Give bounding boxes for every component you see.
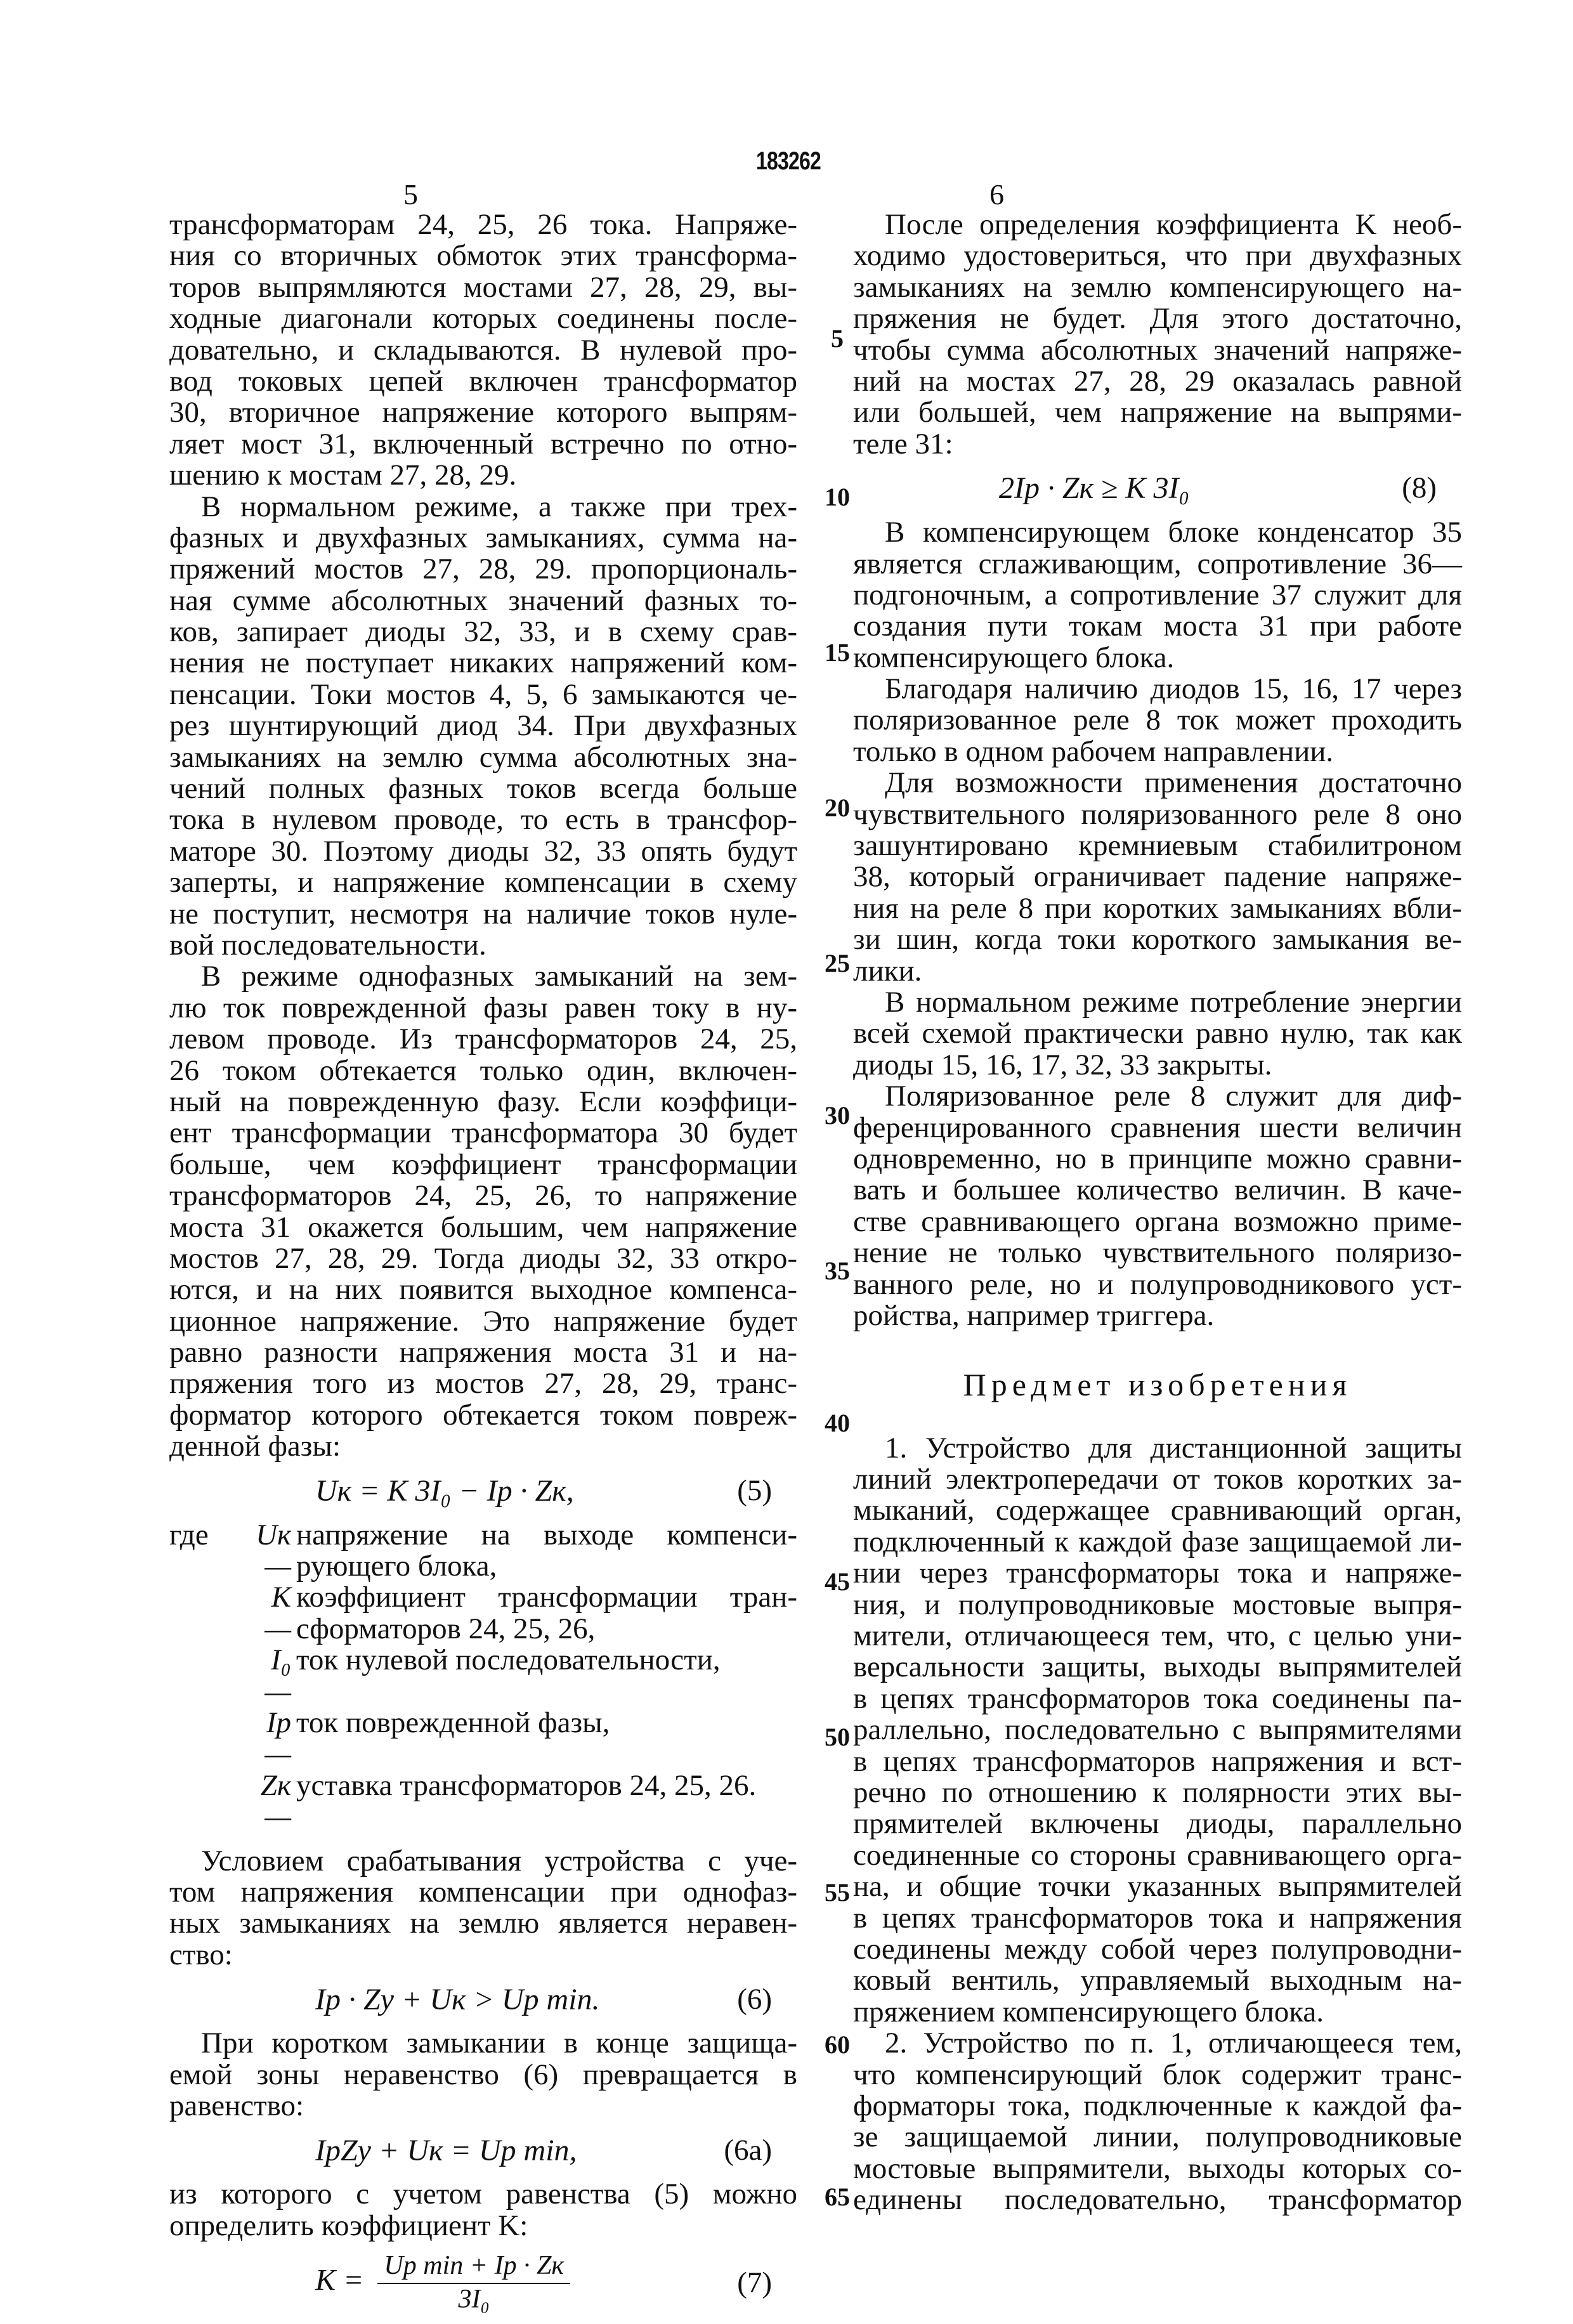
symbol-description: напряжение на выходе компенси-рующего блока,: [296, 1518, 797, 1583]
text-line: ный на поврежденную фазу. Если коэффици-: [169, 1085, 797, 1118]
paragraph: [169, 1846, 797, 1971]
text-line: зашунтировано кремниевым стабилитроном: [853, 829, 1462, 863]
text-line: ковый вентиль, управляемый выходным на-: [853, 1964, 1462, 1997]
text-line: Для возможности применения достаточно: [885, 766, 1462, 800]
text-line: трансформаторов 24, 25, 26, то напряжение: [169, 1179, 797, 1213]
margin-line-number: 40: [825, 1409, 850, 1437]
text-line: фазных и двухфазных замыканиях, сумма на-: [169, 521, 797, 554]
text-line: ходимо удостовериться, что при двухфазных: [853, 239, 1462, 273]
margin-line-number: 10: [825, 483, 850, 511]
text-line: ются, и на них появится выходное компенса-: [169, 1273, 797, 1307]
text-line: 38, который ограничивает падение напряже-: [853, 860, 1462, 894]
formula-number: (6a): [724, 2133, 772, 2167]
margin-line-number: 65: [825, 2183, 850, 2211]
fraction: [377, 2250, 570, 2316]
formula-8: [853, 460, 1462, 517]
text-line: 2. Устройство по п. 1, отличающееся тем,: [885, 2027, 1462, 2060]
text-line: том напряжения компенсации при однофаз-: [169, 1876, 797, 1909]
text-line: вой последовательности.: [169, 928, 486, 962]
symbol: K —: [264, 1581, 291, 1645]
text-line: ходные диагонали которых соединены после-: [169, 302, 797, 336]
symbol-description: коэффициент трансформации тран-сформаторов 24, 25, 26,: [296, 1581, 797, 1645]
text-line: форматоры тока, подключенные к каждой фа-: [853, 2089, 1462, 2122]
text-line: мыканий, содержащее сравнивающий орган,: [853, 1494, 1462, 1527]
left-column: [169, 209, 797, 2324]
text-line: пенсации. Токи мостов 4, 5, 6 замыкаются че-: [169, 677, 797, 711]
section-title: Предмет изобретения: [963, 1367, 1352, 1403]
text-line: линий электропередачи от токов коротких за-: [853, 1463, 1462, 1496]
text-line: ство:: [169, 1938, 233, 1971]
text-line: чувствительного поляризованного реле 8 оно: [853, 797, 1462, 831]
text-line: зи шин, когда токи короткого замыкания ве-: [853, 923, 1462, 956]
formula-7: [169, 2242, 797, 2324]
left-column-number: 5: [403, 178, 418, 211]
claim-2: [853, 2028, 1462, 2216]
text-line: зе защищаемой линии, полупроводниковые: [853, 2120, 1462, 2154]
text-line: лю ток поврежденной фазы равен току в ну-: [169, 991, 797, 1024]
text-line: шению к мостам 27, 28, 29.: [169, 459, 517, 492]
formula-expression: [315, 2250, 570, 2316]
text-line: торов выпрямляются мостами 27, 28, 29, вы-: [169, 270, 797, 304]
text-line: диоды 15, 16, 17, 32, 33 закрыты.: [853, 1048, 1272, 1081]
symbol: Zк —: [260, 1768, 291, 1834]
text-line: ний на мостах 27, 28, 29 оказалась равной: [853, 364, 1462, 398]
text-line: версальности защиты, выходы выпрямителей: [853, 1650, 1462, 1684]
symbol-description: ток поврежденной фазы,: [296, 1706, 610, 1740]
symbol: I₀ —: [264, 1643, 291, 1708]
formula-expression: IрZу + Uк = Uр min,: [315, 2133, 577, 2167]
text-line: довательно, и складываются. В нулевой про-: [169, 333, 797, 367]
text-line: моста 31 окажется большим, чем напряжение: [169, 1210, 797, 1244]
text-line: мостовые выпрямители, выходы которых со-: [853, 2151, 1462, 2185]
text-line: заперты, и напряжение компенсации в схему: [169, 866, 797, 899]
text-line: ционное напряжение. Это напряжение будет: [169, 1304, 797, 1338]
text-line: денной фазы:: [169, 1430, 341, 1463]
formula-lhs: K =: [315, 2263, 364, 2297]
margin-line-number: 5: [831, 324, 844, 353]
text-line: на, и общие точки указанных выпрямителей: [853, 1870, 1462, 1903]
text-line: что компенсирующий блок содержит транс-: [853, 2058, 1462, 2091]
text-line: пряжений мостов 27, 28, 29. пропорциональ-: [169, 552, 797, 586]
text-line: левом проводе. Из трансформаторов 24, 25,: [169, 1022, 797, 1056]
text-line: создания пути токам моста 31 при работе: [853, 610, 1462, 643]
text-line: ройства, например триггера.: [853, 1298, 1215, 1332]
text-line: трансформаторам 24, 25, 26 тока. Напряже-: [169, 208, 797, 241]
text-line: нение не только чувствительного поляризо-: [853, 1236, 1462, 1270]
formula-expression: Iр · Zу + Uк > Uр min.: [315, 1982, 600, 2016]
formula-number: (8): [1402, 471, 1437, 505]
paragraph: [169, 209, 797, 492]
paragraph: [853, 209, 1462, 460]
formula-6a: [169, 2122, 797, 2179]
paragraph: [853, 674, 1462, 767]
text-line: речно по отношению к полярности этих вы-: [853, 1775, 1462, 1809]
right-column-number: 6: [989, 178, 1004, 211]
text-line: является сглаживающим, сопротивление 36—: [853, 547, 1462, 580]
text-line: подключенный к каждой фазе защищаемой ли-: [853, 1525, 1462, 1558]
paragraph: [169, 2179, 797, 2242]
text-line: в цепях трансформаторов тока соединены па-: [853, 1681, 1462, 1715]
right-column: [853, 209, 1462, 2216]
text-line: пряжения того из мостов 27, 28, 29, транс-: [169, 1367, 797, 1400]
text-line: стве сравнивающего органа возможно приме-: [853, 1204, 1462, 1238]
paragraph: [853, 987, 1462, 1081]
text-line: При коротком замыкании в конце защища-: [201, 2027, 797, 2060]
formula-number: (6): [737, 1982, 772, 2016]
text-line: теле 31:: [853, 427, 953, 460]
text-line: нии через трансформаторы тока и напряже-: [853, 1557, 1462, 1590]
text-line: чений полных фазных токов всегда больше: [169, 772, 797, 806]
text-line: не поступит, несмотря на наличие токов нуле-: [169, 897, 797, 930]
text-line: ния, и полупроводниковые мостовые выпря-: [853, 1588, 1462, 1621]
paragraph: [169, 2028, 797, 2122]
margin-line-number: 55: [825, 1878, 850, 1907]
where-label: [169, 1707, 239, 1770]
symbol: Uк —: [256, 1518, 291, 1583]
text-line: всей схемой практически равно нулю, так как: [853, 1017, 1462, 1050]
text-line: единены последовательно, трансформатор: [853, 2183, 1462, 2217]
text-line: форматор которого обтекается током повреж-: [169, 1398, 797, 1432]
symbol-definitions: [169, 1520, 797, 1833]
text-line: ная сумме абсолютных значений фазных то-: [169, 584, 797, 617]
text-line: 26 током обтекается только один, включен-: [169, 1054, 797, 1087]
margin-line-number: 30: [825, 1101, 850, 1130]
formula-expression: Uк = K 3I₀ − Iр · Zк,: [315, 1473, 574, 1508]
text-line: маторе 30. Поэтому диоды 32, 33 опять будут: [169, 834, 797, 868]
text-line: или большей, чем напряжение на выпрями-: [853, 396, 1462, 429]
text-line: подгоночным, а сопротивление 37 служит для: [853, 578, 1462, 611]
text-line: чтобы сумма абсолютных значений напряже-: [853, 333, 1462, 367]
text-line: ков, запирает диоды 32, 33, и в схему срав-: [169, 615, 797, 649]
text-line: 1. Устройство для дистанционной защиты: [885, 1431, 1462, 1465]
text-line: ных замыканиях на землю является неравен-: [169, 1907, 797, 1940]
margin-line-number: 45: [825, 1567, 850, 1596]
paragraph: [853, 767, 1462, 987]
paragraph: [853, 517, 1462, 674]
text-line: больше, чем коэффициент трансформации: [169, 1147, 797, 1181]
text-line: соединенные со стороны сравнивающего орга-: [853, 1838, 1462, 1872]
text-line: в цепях трансформаторов напряжения и вст-: [853, 1744, 1462, 1778]
where-label: [169, 1770, 239, 1833]
text-line: нения не поступает никаких напряжений ком-: [169, 646, 797, 680]
formula-expression: 2Iр · Zк ≥ K 3I₀: [999, 471, 1190, 506]
text-line: в цепях трансформаторов тока и напряжения: [853, 1901, 1462, 1935]
text-line: соединены между собой через полупроводни-: [853, 1932, 1462, 1966]
text-line: В нормальном режиме, а также при трех-: [201, 490, 797, 523]
paragraph: [169, 492, 797, 962]
text-line: рез шунтирующий диод 34. При двухфазных: [169, 709, 797, 743]
text-line: Благодаря наличию диодов 15, 16, 17 через: [885, 672, 1462, 706]
text-line: Условием срабатывания устройства с уче-: [201, 1844, 797, 1877]
formula-number: (5): [737, 1473, 772, 1507]
text-line: мостов 27, 28, 29. Тогда диоды 32, 33 откро-: [169, 1241, 797, 1275]
text-line: определить коэффициент K:: [169, 2209, 528, 2242]
fraction-denominator: 3I₀: [458, 2285, 490, 2314]
text-line: пряжения не будет. Для этого достаточно,: [853, 302, 1462, 336]
text-line: ванного реле, но и полупроводникового уст-: [853, 1267, 1462, 1301]
text-line: 30, вторичное напряжение которого выпрям-: [169, 396, 797, 429]
text-line: поляризованное реле 8 ток может проходить: [853, 703, 1462, 737]
margin-line-number: 25: [825, 949, 850, 977]
text-line: компенсирующего блока.: [853, 641, 1175, 674]
text-line: ференцированного сравнения шести величин: [853, 1111, 1462, 1144]
formula-number: (7): [737, 2266, 772, 2299]
text-line: В компенсирующем блоке конденсатор 35: [885, 516, 1462, 549]
text-line: ляет мост 31, включенный встречно по отно-: [169, 427, 797, 460]
margin-line-number: 20: [825, 793, 850, 822]
text-line: В нормальном режиме потребление энергии: [885, 985, 1462, 1019]
text-line: емой зоны неравенство (6) превращается в: [169, 2058, 797, 2091]
text-line: замыканиях на землю компенсирующего на-: [853, 270, 1462, 304]
text-line: равно разности напряжения моста 31 и на-: [169, 1336, 797, 1369]
text-line: пряжением компенсирующего блока.: [853, 1995, 1324, 2028]
text-line: Поляризованное реле 8 служит для диф-: [885, 1080, 1462, 1113]
text-line: После определения коэффициента K необ-: [885, 208, 1462, 241]
text-line: ент трансформации трансформатора 30 будет: [169, 1116, 797, 1150]
patent-number: 183262: [756, 147, 821, 175]
symbol-description: уставка трансформаторов 24, 25, 26.: [296, 1768, 757, 1802]
text-line: вать и большее количество величин. В каче-: [853, 1173, 1462, 1207]
claim-1: [853, 1433, 1462, 2028]
formula-5: [169, 1463, 797, 1520]
text-line: мители, отличающееся тем, что, с целью уни-: [853, 1619, 1462, 1653]
where-label: [169, 1582, 239, 1645]
where-label: [169, 1645, 239, 1707]
text-line: одновременно, но в принципе можно сравни-: [853, 1142, 1462, 1175]
text-line: замыканиях на землю сумма абсолютных зна-: [169, 740, 797, 774]
text-line: только в одном рабочем направлении.: [853, 734, 1334, 768]
paragraph: [169, 961, 797, 1462]
margin-line-number: 50: [825, 1723, 850, 1751]
symbol: Iр —: [264, 1706, 291, 1771]
text-line: вод токовых цепей включен трансформатор: [169, 364, 797, 398]
text-line: тока в нулевом проводе, то есть в трансфор-: [169, 803, 797, 837]
margin-line-number: 15: [825, 638, 850, 667]
paragraph: [853, 1081, 1462, 1331]
text-line: равенство:: [169, 2089, 304, 2123]
margin-line-number: 35: [825, 1257, 850, 1285]
margin-line-number: 60: [825, 2030, 850, 2059]
text-line: ния на реле 8 при коротких замыканиях вбли-: [853, 891, 1462, 925]
text-line: из которого с учетом равенства (5) можно: [169, 2177, 797, 2211]
text-line: раллельно, последовательно с выпрямителями: [853, 1713, 1462, 1747]
text-line: лики.: [853, 954, 922, 988]
where-label: где: [169, 1518, 209, 1551]
text-line: прямителей включены диоды, параллельно: [853, 1807, 1462, 1841]
text-line: В режиме однофазных замыканий на зем-: [201, 960, 797, 993]
formula-6: [169, 1971, 797, 2028]
symbol-description: ток нулевой последовательности,: [296, 1643, 721, 1677]
fraction-numerator: Uр min + Iр · Zк: [377, 2250, 570, 2284]
text-line: ния со вторичных обмоток этих трансформа-: [169, 239, 797, 273]
